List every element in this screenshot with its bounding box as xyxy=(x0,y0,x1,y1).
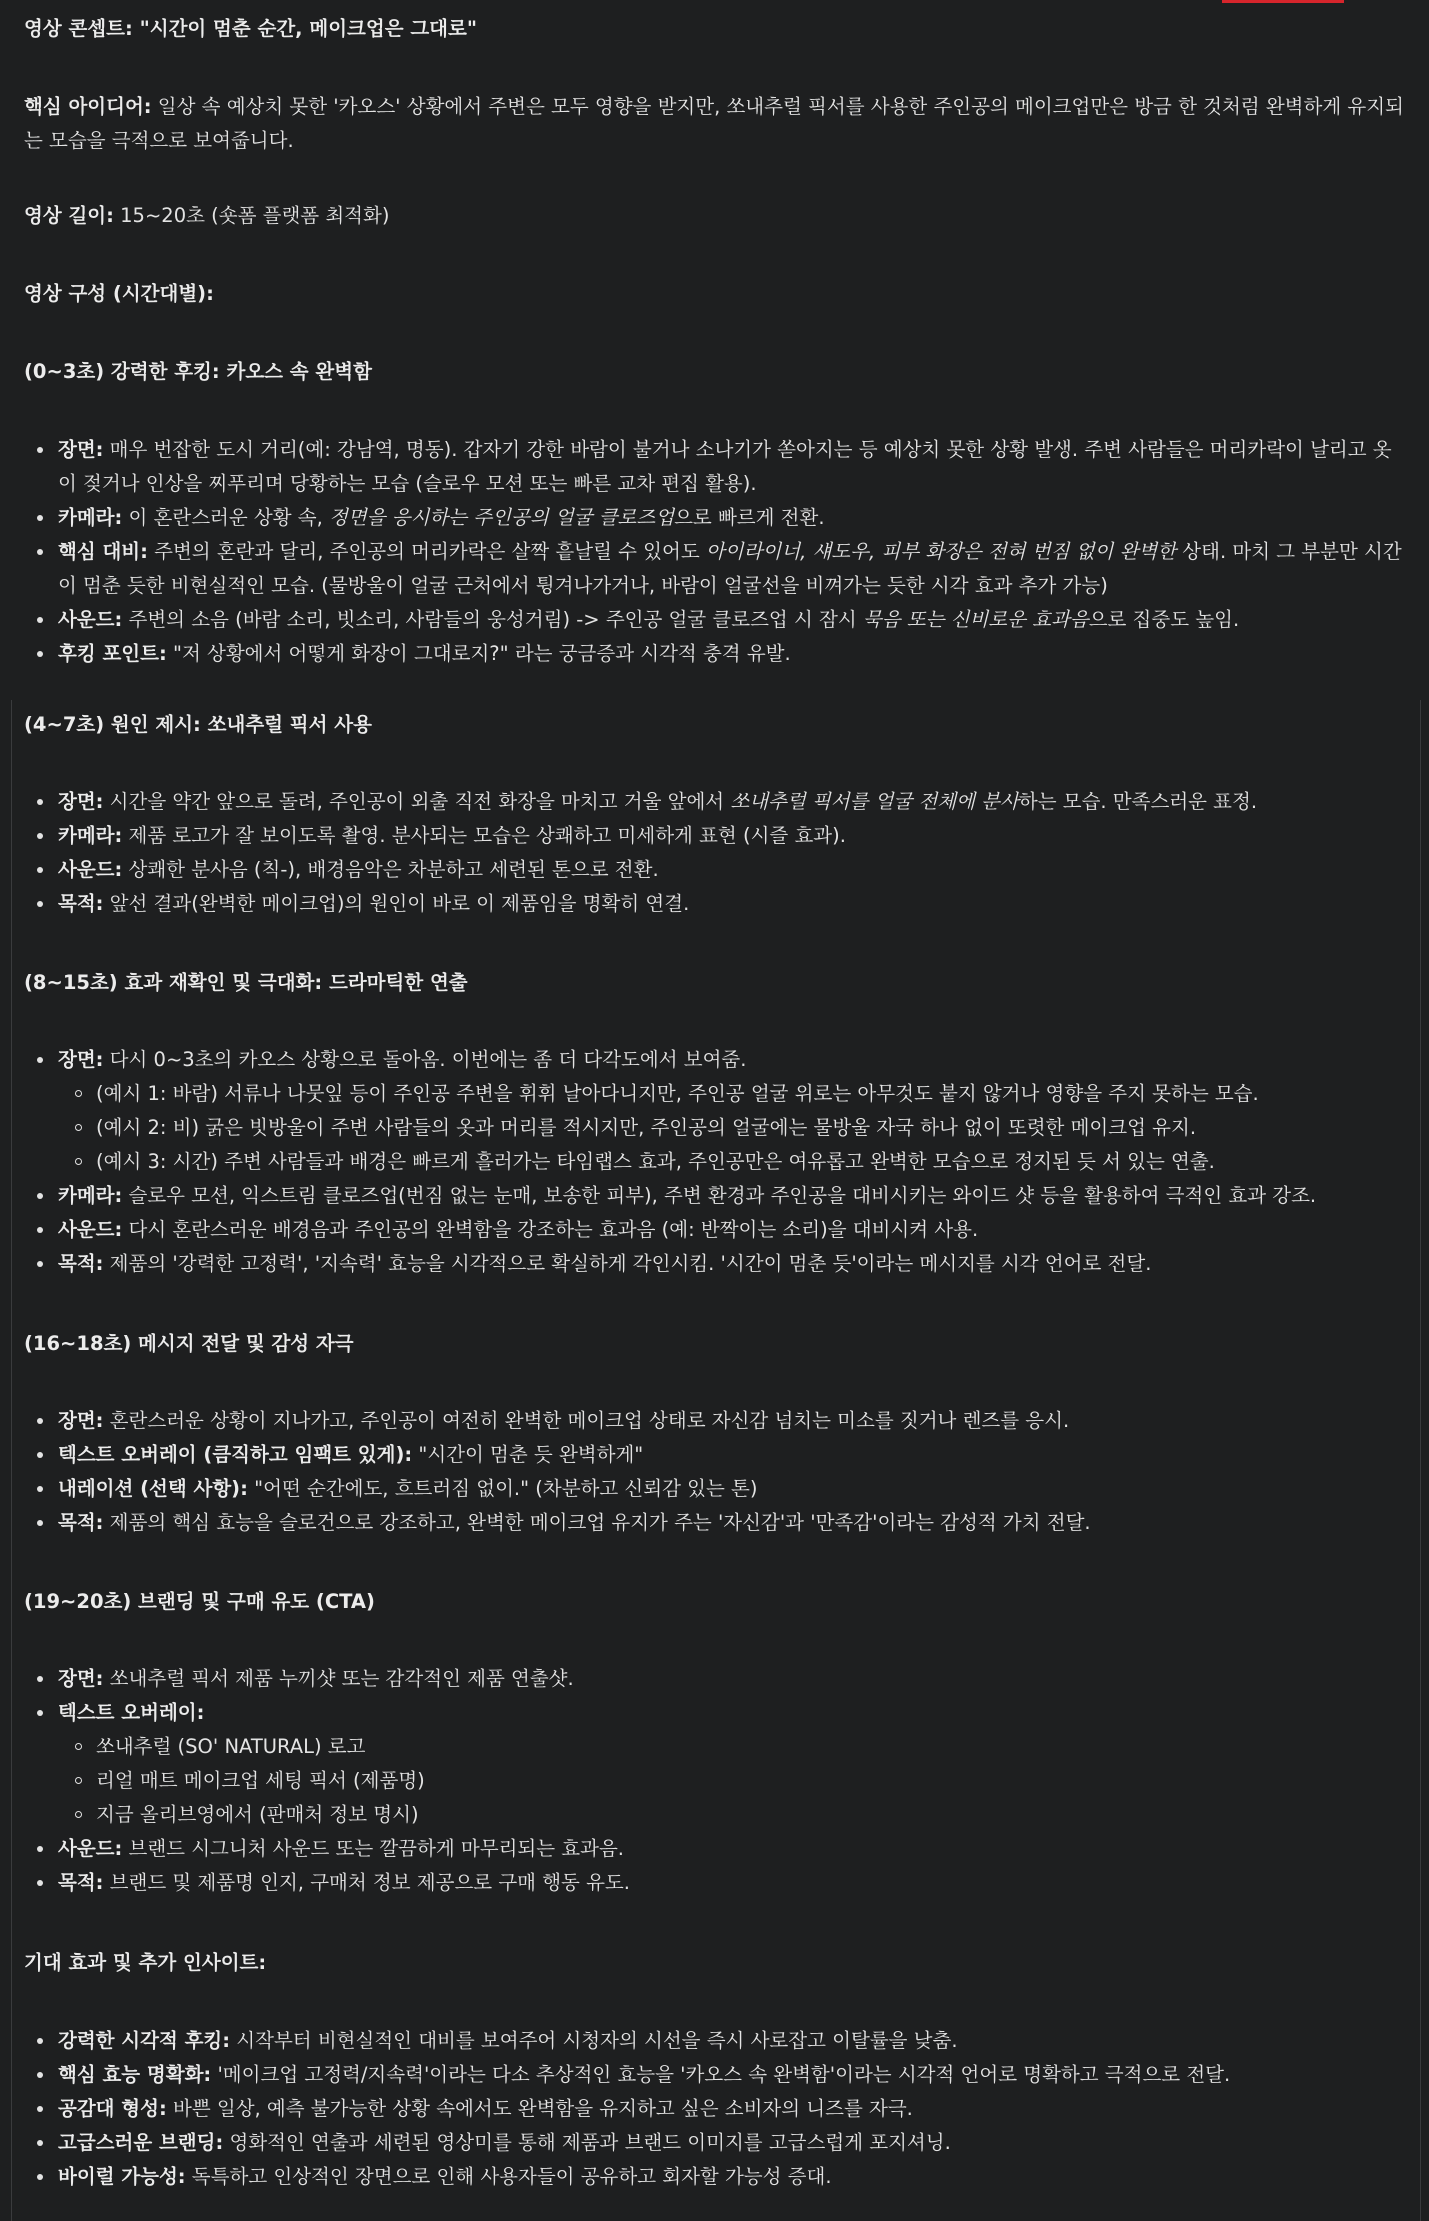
sub-list-item: 리얼 매트 메이크업 세팅 픽서 (제품명) xyxy=(24,1764,1404,1798)
list-item: 목적: 앞선 결과(완벽한 메이크업)의 원인이 바로 이 제품임을 명확히 연결. xyxy=(24,887,1404,921)
core-idea-text: 일상 속 예상치 못한 '카오스' 상황에서 주변은 모두 영향을 받지만, 쏘내추럴 픽서를 사용한 주인공의 메이크업만은 방금 한 것처럼 완벽하게 유지되는 모습을 극적으로 보여줍니다. xyxy=(24,95,1404,152)
list-item: 장면: 혼란스러운 상황이 지나가고, 주인공이 여전히 완벽한 메이크업 상태로 자신감 넘치는 미소를 짓거나 렌즈를 응시. xyxy=(24,1404,1404,1438)
core-idea-paragraph xyxy=(24,90,1404,158)
section-heading-16-18: (16~18초) 메시지 전달 및 감성 자극 xyxy=(24,1332,354,1355)
list-item: 카메라: 이 혼란스러운 상황 속, 정면을 응시하는 주인공의 얼굴 클로즈업으로 빠르게 전환. xyxy=(24,501,1404,535)
list-item: 텍스트 오버레이 (큼직하고 임팩트 있게): "시간이 멈춘 듯 완벽하게" xyxy=(24,1438,1404,1472)
list-item: 사운드: 상쾌한 분사음 (칙-), 배경음악은 차분하고 세련된 톤으로 전환. xyxy=(24,853,1404,887)
list-item: 고급스러운 브랜딩: 영화적인 연출과 세련된 영상미를 통해 제품과 브랜드 이미지를 고급스럽게 포지셔닝. xyxy=(24,2126,1404,2160)
sub-list-item: 쏘내추럴 (SO' NATURAL) 로고 xyxy=(24,1730,1404,1764)
list-item: 사운드: 브랜드 시그니처 사운드 또는 깔끔하게 마무리되는 효과음. xyxy=(24,1832,1404,1866)
list-item: 핵심 대비: 주변의 혼란과 달리, 주인공의 머리카락은 살짝 흩날릴 수 있어도 아이라이너, 섀도우, 피부 화장은 전혀 번짐 없이 완벽한 상태. 마치 그 부분만 시간이 멈춘 듯한 비현실적인 모습. (물방울이 얼굴 근처에서 튕겨나가거나, 바람이 얼굴선을 비껴가는 듯한 시각 효과 추가 가능) xyxy=(24,535,1404,603)
section-list-4-7 xyxy=(24,785,1404,921)
section-heading-19-20: (19~20초) 브랜딩 및 구매 유도 (CTA) xyxy=(24,1590,375,1613)
section-heading-expected-effects: 기대 효과 및 추가 인사이트: xyxy=(24,1951,267,1974)
length-label: 영상 길이: xyxy=(24,204,114,227)
concept-line xyxy=(24,12,1404,46)
concept-value: "시간이 멈춘 순간, 메이크업은 그대로" xyxy=(132,17,478,40)
list-item: 목적: 제품의 핵심 효능을 슬로건으로 강조하고, 완벽한 메이크업 유지가 주는 '자신감'과 '만족감'이라는 감성적 가치 전달. xyxy=(24,1506,1404,1540)
list-item: 장면: 다시 0~3초의 카오스 상황으로 돌아옴. 이번에는 좀 더 다각도에서 보여줌. xyxy=(24,1043,1404,1077)
left-border-rule xyxy=(11,700,12,2221)
section-list-8-15 xyxy=(24,1043,1404,1281)
list-item: 핵심 효능 명확화: '메이크업 고정력/지속력'이라는 다소 추상적인 효능을 '카오스 속 완벽함'이라는 시각적 언어로 명확하고 극적으로 전달. xyxy=(24,2058,1404,2092)
list-item: 장면: 시간을 약간 앞으로 돌려, 주인공이 외출 직전 화장을 마치고 거울 앞에서 쏘내추럴 픽서를 얼굴 전체에 분사하는 모습. 만족스러운 표정. xyxy=(24,785,1404,819)
section-heading-8-15: (8~15초) 효과 재확인 및 극대화: 드라마틱한 연출 xyxy=(24,971,468,994)
length-line xyxy=(24,199,1404,233)
sub-list-item: (예시 2: 비) 굵은 빗방울이 주변 사람들의 옷과 머리를 적시지만, 주인공의 얼굴에는 물방울 자국 하나 없이 또렷한 메이크업 유지. xyxy=(24,1111,1404,1145)
list-item: 장면: 매우 번잡한 도시 거리(예: 강남역, 명동). 갑자기 강한 바람이 불거나 소나기가 쏟아지는 등 예상치 못한 상황 발생. 주변 사람들은 머리카락이 날리고 옷이 젖거나 인상을 찌푸리며 당황하는 모습 (슬로우 모션 또는 빠른 교차 편집 활용). xyxy=(24,433,1404,501)
list-item: 사운드: 다시 혼란스러운 배경음과 주인공의 완벽함을 강조하는 효과음 (예: 반짝이는 소리)을 대비시켜 사용. xyxy=(24,1213,1404,1247)
list-item: 강력한 시각적 후킹: 시작부터 비현실적인 대비를 보여주어 시청자의 시선을 즉시 사로잡고 이탈률을 낮춤. xyxy=(24,2024,1404,2058)
core-idea-label: 핵심 아이디어: xyxy=(24,95,152,118)
section-list-0-3 xyxy=(24,433,1404,671)
list-item: 목적: 제품의 '강력한 고정력', '지속력' 효능을 시각적으로 확실하게 각인시킴. '시간이 멈춘 듯'이라는 메시지를 시각 언어로 전달. xyxy=(24,1247,1404,1281)
sub-list-item: 지금 올리브영에서 (판매처 정보 명시) xyxy=(24,1798,1404,1832)
list-item: 내레이션 (선택 사항): "어떤 순간에도, 흐트러짐 없이." (차분하고 신뢰감 있는 톤) xyxy=(24,1472,1404,1506)
section-list-19-20 xyxy=(24,1662,1404,1900)
list-item: 텍스트 오버레이: xyxy=(24,1696,1404,1730)
list-item: 후킹 포인트: "저 상황에서 어떻게 화장이 그대로지?" 라는 궁금증과 시각적 충격 유발. xyxy=(24,637,1404,671)
sub-list-item: (예시 3: 시간) 주변 사람들과 배경은 빠르게 흘러가는 타임랩스 효과, 주인공만은 여유롭고 완벽한 모습으로 정지된 듯 서 있는 연출. xyxy=(24,1145,1404,1179)
list-item: 공감대 형성: 바쁜 일상, 예측 불가능한 상황 속에서도 완벽함을 유지하고 싶은 소비자의 니즈를 자극. xyxy=(24,2092,1404,2126)
list-item: 목적: 브랜드 및 제품명 인지, 구매처 정보 제공으로 구매 행동 유도. xyxy=(24,1866,1404,1900)
section-heading-0-3: (0~3초) 강력한 후킹: 카오스 속 완벽함 xyxy=(24,360,372,383)
concept-label: 영상 콘셉트: xyxy=(24,17,133,40)
list-item: 장면: 쏘내추럴 픽서 제품 누끼샷 또는 감각적인 제품 연출샷. xyxy=(24,1662,1404,1696)
right-border-rule xyxy=(1420,700,1421,2221)
sub-list-item: (예시 1: 바람) 서류나 나뭇잎 등이 주인공 주변을 휘휘 날아다니지만, 주인공 얼굴 위로는 아무것도 붙지 않거나 영향을 주지 못하는 모습. xyxy=(24,1077,1404,1111)
section-list-16-18 xyxy=(24,1404,1404,1540)
list-item: 카메라: 슬로우 모션, 익스트림 클로즈업(번짐 없는 눈매, 보송한 피부), 주변 환경과 주인공을 대비시키는 와이드 샷 등을 활용하여 극적인 효과 강조. xyxy=(24,1179,1404,1213)
structure-heading: 영상 구성 (시간대별): xyxy=(24,282,214,305)
section-heading-4-7: (4~7초) 원인 제시: 쏘내추럴 픽서 사용 xyxy=(24,713,372,736)
list-item: 바이럴 가능성: 독특하고 인상적인 장면으로 인해 사용자들이 공유하고 회자할 가능성 증대. xyxy=(24,2160,1404,2194)
list-item: 카메라: 제품 로고가 잘 보이도록 촬영. 분사되는 모습은 상쾌하고 미세하게 표현 (시즐 효과). xyxy=(24,819,1404,853)
top-accent-bar xyxy=(1222,0,1344,3)
length-text: 15~20초 (숏폼 플랫폼 최적화) xyxy=(113,204,390,227)
list-item: 사운드: 주변의 소음 (바람 소리, 빗소리, 사람들의 웅성거림) -> 주인공 얼굴 클로즈업 시 잠시 묵음 또는 신비로운 효과음으로 집중도 높임. xyxy=(24,603,1404,637)
section-list-expected-effects xyxy=(24,2024,1404,2194)
